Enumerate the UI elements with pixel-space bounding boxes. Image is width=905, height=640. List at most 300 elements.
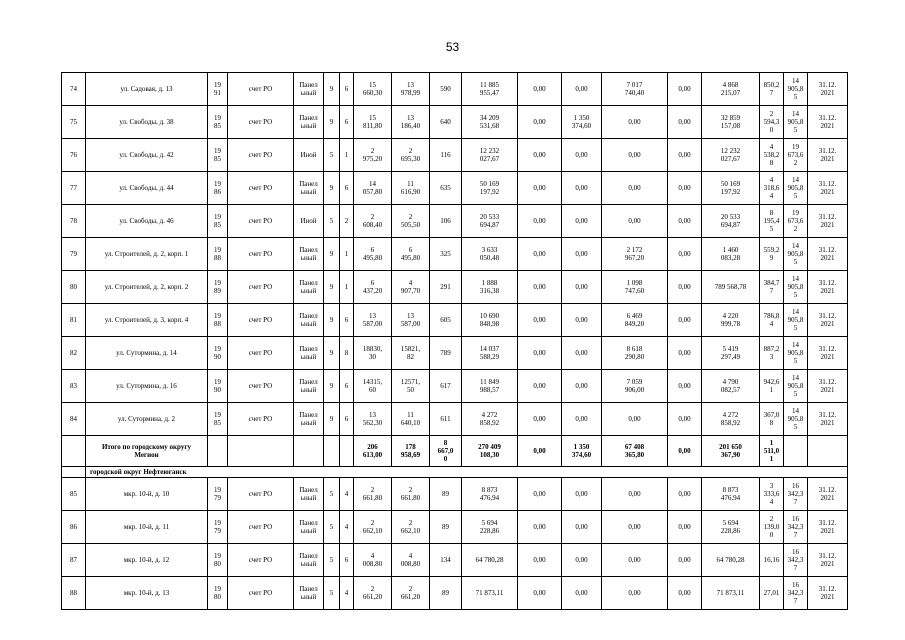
living-area-cell: 13 978,99 bbox=[392, 73, 430, 106]
cost-col1-cell: 0,00 bbox=[518, 172, 562, 205]
total-cost-col5: 201 650 367,90 bbox=[702, 436, 760, 467]
cost-col3-cell: 6 469 849,20 bbox=[602, 304, 668, 337]
cost-col5-cell: 5 694 228,86 bbox=[702, 511, 760, 544]
total-cost-cell: 8 873 476,94 bbox=[462, 478, 518, 511]
cost-col1-cell: 0,00 bbox=[518, 205, 562, 238]
cost-col3-cell: 0,00 bbox=[602, 139, 668, 172]
total-empty-cell bbox=[208, 436, 228, 467]
floors-cell: 9 bbox=[324, 271, 340, 304]
row-number-cell: 85 bbox=[62, 478, 86, 511]
cost-col3-cell: 1 098 747,60 bbox=[602, 271, 668, 304]
cost-col5-cell: 4 220 999,78 bbox=[702, 304, 760, 337]
row-number-cell: 84 bbox=[62, 403, 86, 436]
entrances-cell: 4 bbox=[340, 577, 354, 610]
cost-col1-cell: 0,00 bbox=[518, 403, 562, 436]
wall-material-cell: Иной bbox=[294, 205, 324, 238]
living-area-cell: 4 907,70 bbox=[392, 271, 430, 304]
fund-method-cell: счет РО bbox=[228, 370, 294, 403]
total-cost-cell: 11 885 955,47 bbox=[462, 73, 518, 106]
cost-col2-cell: 0,00 bbox=[562, 403, 602, 436]
residents-cell: 89 bbox=[430, 478, 462, 511]
cost-col3-cell: 0,00 bbox=[602, 511, 668, 544]
cost-col2-cell: 0,00 bbox=[562, 478, 602, 511]
specific-cost-cell: 887,2 3 bbox=[760, 337, 784, 370]
year-built-cell: 19 90 bbox=[208, 337, 228, 370]
residents-cell: 640 bbox=[430, 106, 462, 139]
living-area-cell: 13 186,40 bbox=[392, 106, 430, 139]
wall-material-cell: Панел ьный bbox=[294, 238, 324, 271]
cost-col4-cell: 0,00 bbox=[668, 403, 702, 436]
floors-cell: 9 bbox=[324, 106, 340, 139]
total-cost-col2: 1 350 374,60 bbox=[562, 436, 602, 467]
total-cost-cell: 50 169 197,92 bbox=[462, 172, 518, 205]
year-built-cell: 19 88 bbox=[208, 304, 228, 337]
cost-col2-cell: 0,00 bbox=[562, 370, 602, 403]
completion-date-cell: 31.12. 2021 bbox=[808, 577, 848, 610]
table-row bbox=[62, 544, 848, 577]
specific-cost-cell: 4 318,6 4 bbox=[760, 172, 784, 205]
residents-cell: 617 bbox=[430, 370, 462, 403]
row-number-cell: 79 bbox=[62, 238, 86, 271]
cost-col2-cell: 0,00 bbox=[562, 172, 602, 205]
cost-col5-cell: 20 533 694,87 bbox=[702, 205, 760, 238]
table-row bbox=[62, 172, 848, 205]
cost-col2-cell: 0,00 bbox=[562, 577, 602, 610]
cost-col4-cell: 0,00 bbox=[668, 577, 702, 610]
total-cost-cell: 64 780,28 bbox=[462, 544, 518, 577]
completion-date-cell: 31.12. 2021 bbox=[808, 511, 848, 544]
fund-method-cell: счет РО bbox=[228, 73, 294, 106]
year-built-cell: 19 90 bbox=[208, 370, 228, 403]
specific-cost-cell: 367,0 8 bbox=[760, 403, 784, 436]
wall-material-cell: Панел ьный bbox=[294, 478, 324, 511]
cost-col2-cell: 0,00 bbox=[562, 544, 602, 577]
cost-col5-cell: 4 272 858,92 bbox=[702, 403, 760, 436]
cost-col4-cell: 0,00 bbox=[668, 271, 702, 304]
cost-col1-cell: 0,00 bbox=[518, 73, 562, 106]
entrances-cell: 1 bbox=[340, 271, 354, 304]
completion-date-cell: 31.12. 2021 bbox=[808, 73, 848, 106]
specific-cost-cell: 2 594,3 0 bbox=[760, 106, 784, 139]
specific-cost-cell: 16,16 bbox=[760, 544, 784, 577]
cost-col4-cell: 0,00 bbox=[668, 172, 702, 205]
residents-cell: 116 bbox=[430, 139, 462, 172]
year-built-cell: 19 85 bbox=[208, 205, 228, 238]
total-cost-cell: 1 888 316,38 bbox=[462, 271, 518, 304]
cost-col5-cell: 4 790 082,57 bbox=[702, 370, 760, 403]
cost-col1-cell: 0,00 bbox=[518, 238, 562, 271]
fund-method-cell: счет РО bbox=[228, 238, 294, 271]
table-body-nefteyugansk bbox=[62, 478, 848, 610]
completion-date-cell: 31.12. 2021 bbox=[808, 544, 848, 577]
row-number-cell: 80 bbox=[62, 271, 86, 304]
cost-col5-cell: 71 873,11 bbox=[702, 577, 760, 610]
row-number-cell: 88 bbox=[62, 577, 86, 610]
year-built-cell: 19 91 bbox=[208, 73, 228, 106]
cost-col3-cell: 0,00 bbox=[602, 403, 668, 436]
total-cost-col3: 67 408 365,80 bbox=[602, 436, 668, 467]
floors-cell: 9 bbox=[324, 304, 340, 337]
floors-cell: 5 bbox=[324, 577, 340, 610]
cost-col4-cell: 0,00 bbox=[668, 370, 702, 403]
residents-cell: 325 bbox=[430, 238, 462, 271]
cost-col4-cell: 0,00 bbox=[668, 337, 702, 370]
table-row bbox=[62, 577, 848, 610]
wall-material-cell: Панел ьный bbox=[294, 370, 324, 403]
address-cell: ул. Свободы, д. 42 bbox=[86, 139, 208, 172]
specific-cost-cell: 850,2 7 bbox=[760, 73, 784, 106]
address-cell: ул. Сутормина, д. 16 bbox=[86, 370, 208, 403]
fund-method-cell: счет РО bbox=[228, 403, 294, 436]
total-area-cell: 6 437,20 bbox=[354, 271, 392, 304]
cost-col3-cell: 0,00 bbox=[602, 205, 668, 238]
max-cost-cell: 16 342,3 7 bbox=[784, 544, 808, 577]
specific-cost-cell: 384,7 7 bbox=[760, 271, 784, 304]
completion-date-cell: 31.12. 2021 bbox=[808, 337, 848, 370]
address-cell: ул. Строителей, д. 3, корп. 4 bbox=[86, 304, 208, 337]
table-row bbox=[62, 238, 848, 271]
completion-date-cell: 31.12. 2021 bbox=[808, 238, 848, 271]
wall-material-cell: Иной bbox=[294, 139, 324, 172]
total-cost-cell: 5 694 228,86 bbox=[462, 511, 518, 544]
total-cost-cell: 10 690 848,98 bbox=[462, 304, 518, 337]
completion-date-cell: 31.12. 2021 bbox=[808, 139, 848, 172]
table-row bbox=[62, 337, 848, 370]
specific-cost-cell: 559,2 9 bbox=[760, 238, 784, 271]
residents-cell: 106 bbox=[430, 205, 462, 238]
table-row bbox=[62, 511, 848, 544]
max-cost-cell: 14 905,8 5 bbox=[784, 403, 808, 436]
total-cost-cell: 71 873,11 bbox=[462, 577, 518, 610]
entrances-cell: 1 bbox=[340, 238, 354, 271]
wall-material-cell: Панел ьный bbox=[294, 337, 324, 370]
floors-cell: 5 bbox=[324, 478, 340, 511]
cost-col3-cell: 2 172 967,20 bbox=[602, 238, 668, 271]
residents-cell: 291 bbox=[430, 271, 462, 304]
floors-cell: 5 bbox=[324, 544, 340, 577]
cost-col5-cell: 789 568,78 bbox=[702, 271, 760, 304]
entrances-cell: 8 bbox=[340, 337, 354, 370]
wall-material-cell: Панел ьный bbox=[294, 106, 324, 139]
living-area-cell: 12571, 50 bbox=[392, 370, 430, 403]
wall-material-cell: Панел ьный bbox=[294, 403, 324, 436]
max-cost-cell: 16 342,3 7 bbox=[784, 478, 808, 511]
total-empty-cell bbox=[324, 436, 340, 467]
total-label: Итого по городскому округу Мегион bbox=[86, 436, 208, 467]
cost-col5-cell: 64 780,28 bbox=[702, 544, 760, 577]
wall-material-cell: Панел ьный bbox=[294, 304, 324, 337]
entrances-cell: 6 bbox=[340, 544, 354, 577]
cost-col2-cell: 0,00 bbox=[562, 238, 602, 271]
total-row bbox=[62, 436, 848, 467]
total-cost-cell: 20 533 694,87 bbox=[462, 205, 518, 238]
cost-col3-cell: 7 017 740,40 bbox=[602, 73, 668, 106]
year-built-cell: 19 79 bbox=[208, 511, 228, 544]
year-built-cell: 19 86 bbox=[208, 172, 228, 205]
table-total-megion bbox=[62, 436, 848, 478]
address-cell: мкр. 10-й, д. 13 bbox=[86, 577, 208, 610]
total-empty-cell bbox=[62, 436, 86, 467]
total-cost-cell: 14 037 588,29 bbox=[462, 337, 518, 370]
year-built-cell: 19 80 bbox=[208, 544, 228, 577]
floors-cell: 9 bbox=[324, 172, 340, 205]
wall-material-cell: Панел ьный bbox=[294, 577, 324, 610]
cost-col2-cell: 0,00 bbox=[562, 271, 602, 304]
cost-col3-cell: 8 618 290,80 bbox=[602, 337, 668, 370]
cost-col2-cell: 0,00 bbox=[562, 139, 602, 172]
total-empty-cell bbox=[784, 436, 808, 467]
section-empty-cell bbox=[62, 467, 86, 478]
living-area-cell: 2 695,30 bbox=[392, 139, 430, 172]
residents-cell: 134 bbox=[430, 544, 462, 577]
living-area-cell: 2 661,80 bbox=[392, 478, 430, 511]
floors-cell: 9 bbox=[324, 73, 340, 106]
total-empty-cell bbox=[294, 436, 324, 467]
fund-method-cell: счет РО bbox=[228, 106, 294, 139]
total-area-cell: 13 587,00 bbox=[354, 304, 392, 337]
cost-col4-cell: 0,00 bbox=[668, 106, 702, 139]
address-cell: ул. Свободы, д. 38 bbox=[86, 106, 208, 139]
table-row bbox=[62, 370, 848, 403]
cost-col3-cell: 0,00 bbox=[602, 106, 668, 139]
cost-col1-cell: 0,00 bbox=[518, 304, 562, 337]
year-built-cell: 19 89 bbox=[208, 271, 228, 304]
section-title: городской округ Нефтеюганск bbox=[86, 467, 848, 478]
fund-method-cell: счет РО bbox=[228, 205, 294, 238]
specific-cost-cell: 27,01 bbox=[760, 577, 784, 610]
total-area-cell: 6 495,80 bbox=[354, 238, 392, 271]
living-area-cell: 2 505,50 bbox=[392, 205, 430, 238]
floors-cell: 9 bbox=[324, 403, 340, 436]
fund-method-cell: счет РО bbox=[228, 304, 294, 337]
cost-col5-cell: 5 419 297,49 bbox=[702, 337, 760, 370]
cost-col2-cell: 1 350 374,60 bbox=[562, 106, 602, 139]
max-cost-cell: 19 673,6 2 bbox=[784, 139, 808, 172]
table-row bbox=[62, 106, 848, 139]
total-cost: 270 409 108,30 bbox=[462, 436, 518, 467]
table-row bbox=[62, 304, 848, 337]
year-built-cell: 19 88 bbox=[208, 238, 228, 271]
max-cost-cell: 19 673,6 2 bbox=[784, 205, 808, 238]
table-row bbox=[62, 271, 848, 304]
table-body-megion bbox=[62, 73, 848, 436]
fund-method-cell: счет РО bbox=[228, 511, 294, 544]
cost-col1-cell: 0,00 bbox=[518, 544, 562, 577]
total-cost-cell: 12 232 027,67 bbox=[462, 139, 518, 172]
specific-cost-cell: 8 195,4 5 bbox=[760, 205, 784, 238]
completion-date-cell: 31.12. 2021 bbox=[808, 403, 848, 436]
page-number: 53 bbox=[445, 40, 460, 54]
max-cost-cell: 14 905,8 5 bbox=[784, 172, 808, 205]
entrances-cell: 1 bbox=[340, 139, 354, 172]
entrances-cell: 6 bbox=[340, 106, 354, 139]
entrances-cell: 6 bbox=[340, 172, 354, 205]
max-cost-cell: 14 905,8 5 bbox=[784, 370, 808, 403]
cost-col3-cell: 0,00 bbox=[602, 172, 668, 205]
address-cell: ул. Сутормина, д. 2 bbox=[86, 403, 208, 436]
address-cell: ул. Свободы, д. 44 bbox=[86, 172, 208, 205]
address-cell: мкр. 10-й, д. 12 bbox=[86, 544, 208, 577]
max-cost-cell: 14 905,8 5 bbox=[784, 73, 808, 106]
fund-method-cell: счет РО bbox=[228, 577, 294, 610]
cost-col2-cell: 0,00 bbox=[562, 205, 602, 238]
residents-cell: 611 bbox=[430, 403, 462, 436]
entrances-cell: 2 bbox=[340, 205, 354, 238]
max-cost-cell: 16 342,3 7 bbox=[784, 577, 808, 610]
row-number-cell: 81 bbox=[62, 304, 86, 337]
max-cost-cell: 14 905,8 5 bbox=[784, 337, 808, 370]
floors-cell: 5 bbox=[324, 139, 340, 172]
row-number-cell: 78 bbox=[62, 205, 86, 238]
row-number-cell: 87 bbox=[62, 544, 86, 577]
section-header-row bbox=[62, 467, 848, 478]
row-number-cell: 86 bbox=[62, 511, 86, 544]
entrances-cell: 4 bbox=[340, 478, 354, 511]
wall-material-cell: Панел ьный bbox=[294, 544, 324, 577]
residents-cell: 89 bbox=[430, 511, 462, 544]
year-built-cell: 19 85 bbox=[208, 403, 228, 436]
cost-col5-cell: 50 169 197,92 bbox=[702, 172, 760, 205]
specific-cost-cell: 942,6 1 bbox=[760, 370, 784, 403]
total-area-cell: 14315, 60 bbox=[354, 370, 392, 403]
floors-cell: 5 bbox=[324, 511, 340, 544]
year-built-cell: 19 79 bbox=[208, 478, 228, 511]
living-area-cell: 2 662,10 bbox=[392, 511, 430, 544]
cost-col3-cell: 0,00 bbox=[602, 577, 668, 610]
entrances-cell: 6 bbox=[340, 73, 354, 106]
fund-method-cell: счет РО bbox=[228, 271, 294, 304]
total-cost-cell: 11 849 988,57 bbox=[462, 370, 518, 403]
cost-col4-cell: 0,00 bbox=[668, 304, 702, 337]
specific-cost-cell: 4 538,2 8 bbox=[760, 139, 784, 172]
total-area-cell: 2 608,40 bbox=[354, 205, 392, 238]
total-specific-cost: 1 511,0 1 bbox=[760, 436, 784, 467]
total-area-cell: 2 975,20 bbox=[354, 139, 392, 172]
living-area-cell: 11 640,10 bbox=[392, 403, 430, 436]
cost-col1-cell: 0,00 bbox=[518, 337, 562, 370]
cost-col4-cell: 0,00 bbox=[668, 139, 702, 172]
residents-cell: 789 bbox=[430, 337, 462, 370]
floors-cell: 5 bbox=[324, 205, 340, 238]
entrances-cell: 6 bbox=[340, 304, 354, 337]
cost-col1-cell: 0,00 bbox=[518, 577, 562, 610]
living-area-cell: 13 587,00 bbox=[392, 304, 430, 337]
living-area-cell: 11 616,90 bbox=[392, 172, 430, 205]
cost-col4-cell: 0,00 bbox=[668, 478, 702, 511]
cost-col2-cell: 0,00 bbox=[562, 511, 602, 544]
row-number-cell: 76 bbox=[62, 139, 86, 172]
table-row bbox=[62, 403, 848, 436]
residents-cell: 635 bbox=[430, 172, 462, 205]
total-area-cell: 15 660,30 bbox=[354, 73, 392, 106]
total-cost-col4: 0,00 bbox=[668, 436, 702, 467]
residents-cell: 605 bbox=[430, 304, 462, 337]
year-built-cell: 19 85 bbox=[208, 106, 228, 139]
table-row bbox=[62, 73, 848, 106]
cost-col4-cell: 0,00 bbox=[668, 205, 702, 238]
address-cell: ул. Свободы, д. 46 bbox=[86, 205, 208, 238]
total-empty-cell bbox=[228, 436, 294, 467]
total-area-cell: 15 811,80 bbox=[354, 106, 392, 139]
total-empty-cell bbox=[340, 436, 354, 467]
completion-date-cell: 31.12. 2021 bbox=[808, 370, 848, 403]
row-number-cell: 74 bbox=[62, 73, 86, 106]
fund-method-cell: счет РО bbox=[228, 172, 294, 205]
housing-register-table bbox=[61, 72, 848, 610]
table-row bbox=[62, 478, 848, 511]
address-cell: мкр. 10-й, д. 11 bbox=[86, 511, 208, 544]
specific-cost-cell: 786,8 4 bbox=[760, 304, 784, 337]
floors-cell: 9 bbox=[324, 238, 340, 271]
total-area-living: 178 958,69 bbox=[392, 436, 430, 467]
total-cost-cell: 34 209 531,68 bbox=[462, 106, 518, 139]
entrances-cell: 6 bbox=[340, 403, 354, 436]
max-cost-cell: 16 342,3 7 bbox=[784, 511, 808, 544]
living-area-cell: 4 008,80 bbox=[392, 544, 430, 577]
max-cost-cell: 14 905,8 5 bbox=[784, 271, 808, 304]
total-empty-cell bbox=[808, 436, 848, 467]
max-cost-cell: 14 905,8 5 bbox=[784, 238, 808, 271]
floors-cell: 9 bbox=[324, 337, 340, 370]
row-number-cell: 75 bbox=[62, 106, 86, 139]
total-area-cell: 2 662,10 bbox=[354, 511, 392, 544]
cost-col2-cell: 0,00 bbox=[562, 73, 602, 106]
cost-col1-cell: 0,00 bbox=[518, 478, 562, 511]
wall-material-cell: Панел ьный bbox=[294, 73, 324, 106]
cost-col2-cell: 0,00 bbox=[562, 337, 602, 370]
completion-date-cell: 31.12. 2021 bbox=[808, 106, 848, 139]
max-cost-cell: 14 905,8 5 bbox=[784, 106, 808, 139]
fund-method-cell: счет РО bbox=[228, 337, 294, 370]
fund-method-cell: счет РО bbox=[228, 478, 294, 511]
total-area-cell: 14 057,80 bbox=[354, 172, 392, 205]
fund-method-cell: счет РО bbox=[228, 544, 294, 577]
address-cell: ул. Строителей, д. 2, корп. 1 bbox=[86, 238, 208, 271]
cost-col2-cell: 0,00 bbox=[562, 304, 602, 337]
row-number-cell: 77 bbox=[62, 172, 86, 205]
cost-col5-cell: 32 859 157,08 bbox=[702, 106, 760, 139]
table-row bbox=[62, 205, 848, 238]
completion-date-cell: 31.12. 2021 bbox=[808, 172, 848, 205]
residents-cell: 590 bbox=[430, 73, 462, 106]
total-residents: 8 667,0 0 bbox=[430, 436, 462, 467]
fund-method-cell: счет РО bbox=[228, 139, 294, 172]
floors-cell: 9 bbox=[324, 370, 340, 403]
total-area-total: 206 613,00 bbox=[354, 436, 392, 467]
cost-col1-cell: 0,00 bbox=[518, 511, 562, 544]
year-built-cell: 19 80 bbox=[208, 577, 228, 610]
cost-col3-cell: 0,00 bbox=[602, 544, 668, 577]
cost-col5-cell: 12 232 027,67 bbox=[702, 139, 760, 172]
cost-col3-cell: 7 059 906,00 bbox=[602, 370, 668, 403]
completion-date-cell: 31.12. 2021 bbox=[808, 478, 848, 511]
entrances-cell: 6 bbox=[340, 370, 354, 403]
address-cell: мкр. 10-й, д. 10 bbox=[86, 478, 208, 511]
cost-col1-cell: 0,00 bbox=[518, 106, 562, 139]
wall-material-cell: Панел ьный bbox=[294, 511, 324, 544]
residents-cell: 89 bbox=[430, 577, 462, 610]
row-number-cell: 83 bbox=[62, 370, 86, 403]
cost-col4-cell: 0,00 bbox=[668, 238, 702, 271]
cost-col1-cell: 0,00 bbox=[518, 139, 562, 172]
total-cost-cell: 3 633 050,48 bbox=[462, 238, 518, 271]
cost-col3-cell: 0,00 bbox=[602, 478, 668, 511]
cost-col5-cell: 1 460 083,28 bbox=[702, 238, 760, 271]
address-cell: ул. Строителей, д. 2, корп. 2 bbox=[86, 271, 208, 304]
total-area-cell: 2 661,20 bbox=[354, 577, 392, 610]
address-cell: ул. Садовая, д. 13 bbox=[86, 73, 208, 106]
cost-col5-cell: 8 873 476,94 bbox=[702, 478, 760, 511]
